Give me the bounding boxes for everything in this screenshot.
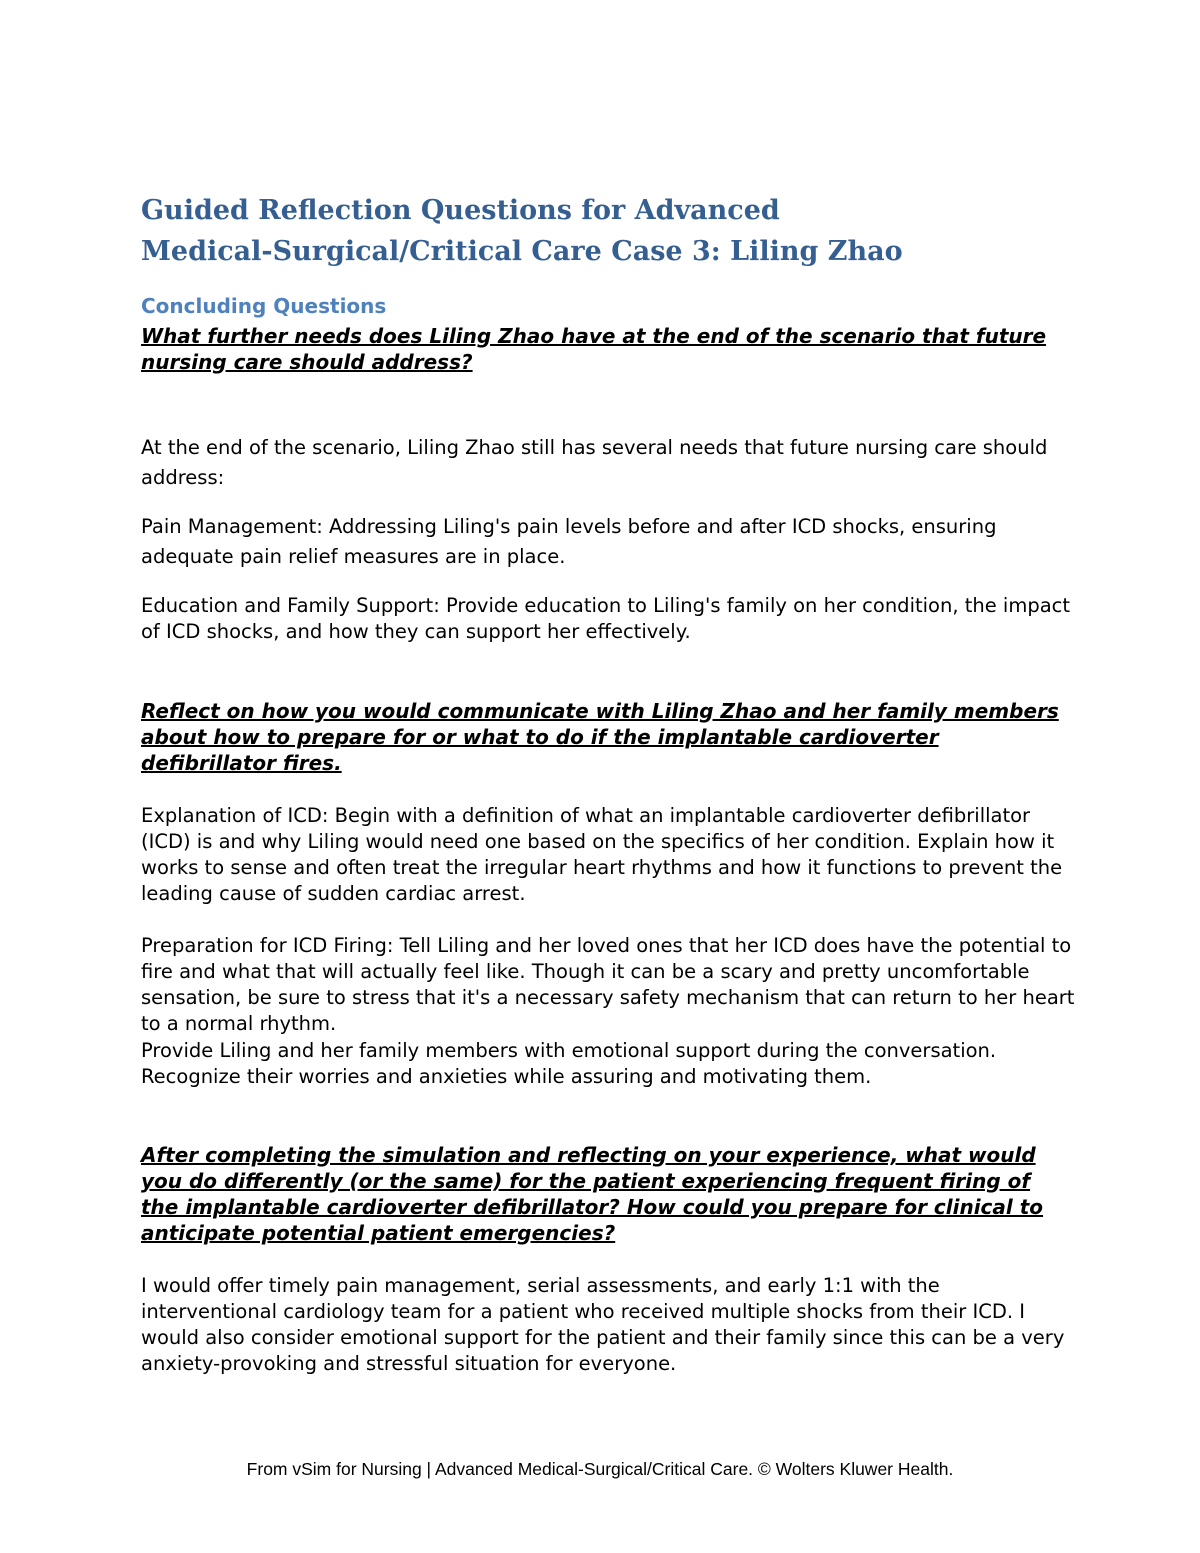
answer-2-support: Provide Liling and her family members with emotional support during the conversation. Recognize their worries and anxieties while assuring and motivating them.	[141, 1039, 997, 1088]
answer-1-intro: At the end of the scenario, Liling Zhao still has several needs that future nursing care should address:	[141, 436, 1048, 489]
answer-2-preparation: Preparation for ICD Firing: Tell Liling and her loved ones that her ICD does have the potential to fire and what that will actually feel like. Though it can be a scary and pretty uncomfortable sensation, be sure to stress that it's a necessary safety mechanism that can return to her heart to a normal rhythm.	[141, 934, 1075, 1035]
answer-3: I would offer timely pain management, serial assessments, and early 1:1 with the interventional cardiology team for a patient who received multiple shocks from their ICD. I would also consider emotional support for the patient and their family since this can be a very anxiety-provoking and stressful situation for everyone.	[141, 1274, 1065, 1375]
section-heading: Concluding Questions	[141, 294, 387, 318]
document-title	[141, 190, 1101, 272]
question-1: What further needs does Liling Zhao have at the end of the scenario that future nursing care should address?	[141, 324, 1047, 374]
answer-2-explanation: Explanation of ICD: Begin with a definition of what an implantable cardioverter defibrillator (ICD) is and why Liling would need one based on the specifics of her condition. Explain how it works to sense and often treat the irregular heart rhythms and how it functions to prevent the leading cause of sudden cardiac arrest.	[141, 804, 1063, 905]
question-2: Reflect on how you would communicate with Liling Zhao and her family members about how to prepare for or what to do if the implantable cardioverter defibrillator fires.	[141, 699, 1059, 775]
page-footer: From vSim for Nursing | Advanced Medical-Surgical/Critical Care. © Wolters Kluwer Health.	[246, 1459, 954, 1479]
answer-1-education: Education and Family Support: Provide education to Liling's family on her condition, the impact of ICD shocks, and how they can support her effectively.	[141, 594, 1071, 643]
answer-1-pain-management: Pain Management: Addressing Liling's pain levels before and after ICD shocks, ensuring adequate pain relief measures are in place.	[141, 515, 997, 568]
question-3: After completing the simulation and reflecting on your experience, what would you do differently (or the same) for the patient experiencing frequent firing of the implantable cardioverter defibrillator? How could you prepare for clinical to anticipate potential patient emergencies?	[141, 1143, 1044, 1245]
title-line-1: Guided Reflection Questions for Advanced	[141, 195, 780, 226]
title-line-2: Medical-Surgical/Critical Care Case 3: Liling Zhao	[141, 236, 903, 267]
